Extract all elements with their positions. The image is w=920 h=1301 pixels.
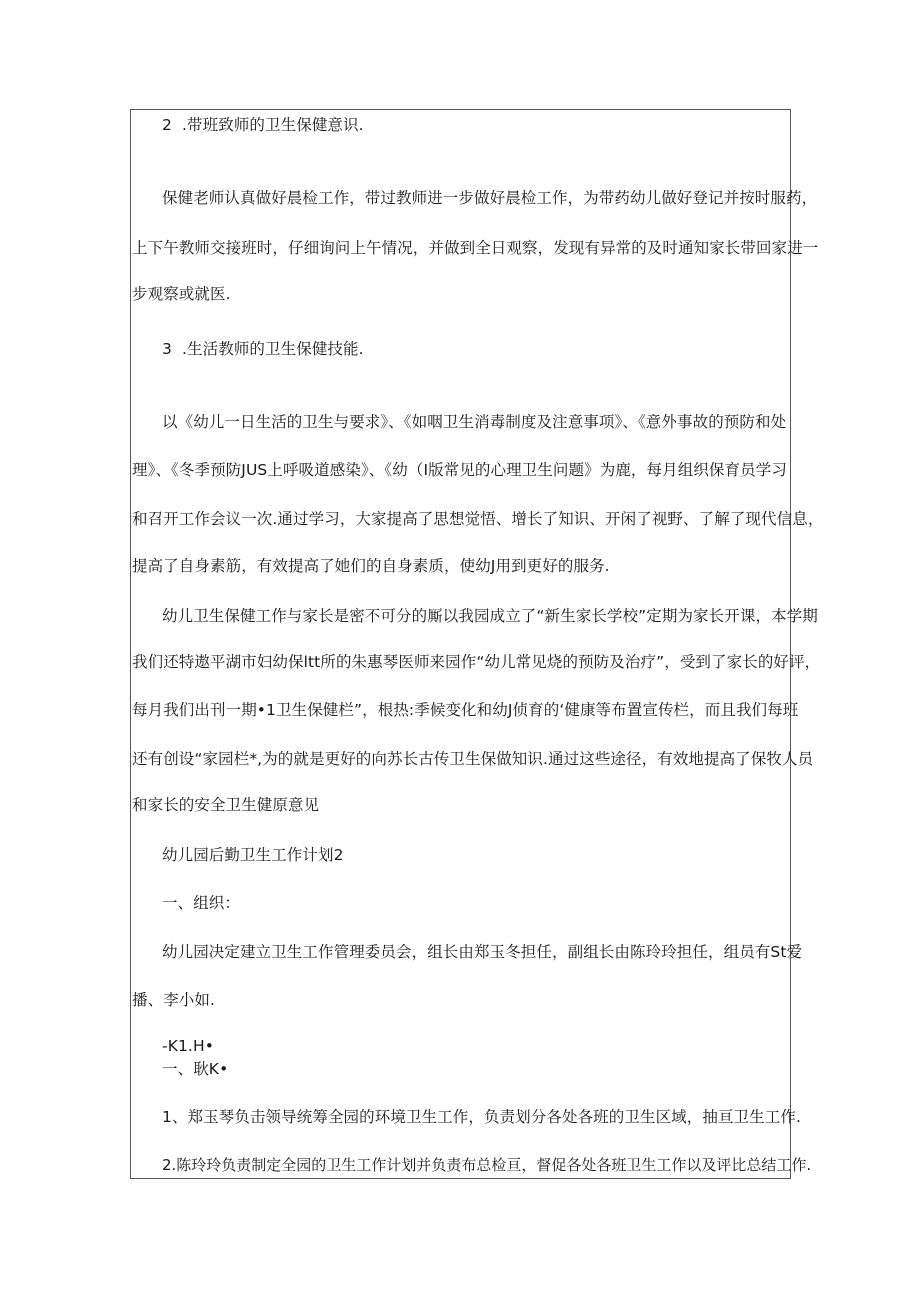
paragraph-line: 上下午教师交接班时，仔细询问上午情况，并做到全日观察，发现有异常的及时通知家长带回家进一 bbox=[132, 239, 819, 257]
paragraph-line: 还有创设“家园栏*,为的就是更好的向苏长古传卫生保做知识.通过这些途径，有效地提高了保牧人员 bbox=[132, 750, 814, 768]
paragraph-line: 提高了自身素筋，有效提高了她们的自身素质，使幼J用到更好的服务. bbox=[132, 557, 610, 575]
heading-item-3 bbox=[162, 339, 364, 359]
paragraph-line: 每月我们出刊一期•1卫生保健栏”，根热:季候变化和幼J侦育的‘健康等布置宣传栏，而且我们每班 bbox=[132, 701, 799, 719]
section-heading: 一、组织： bbox=[162, 894, 241, 912]
list-item: 2.陈玲玲负责制定全园的卫生工作计划并负责布总检亘，督促各处各班卫生工作以及评比总结工作. bbox=[162, 1156, 812, 1174]
item-heading: .生活教师的卫生保健技能. bbox=[182, 340, 364, 358]
item-number: 3 bbox=[162, 340, 172, 358]
content-frame bbox=[130, 109, 791, 1179]
paragraph-line: 和家长的安全卫生健原意见 bbox=[132, 796, 320, 814]
paragraph-line: 以《幼儿一日生活的卫生与要求》、《如咽卫生消毒制度及注意事项》、《意外事故的预防和处 bbox=[162, 413, 787, 431]
paragraph-line: 步观察或就医. bbox=[132, 285, 231, 303]
paragraph-line: 我们还特遨平湖市妇幼保ltt所的朱惠琴医师来园作“幼儿常见烧的预防及治疗”，受到了家长的好评， bbox=[132, 653, 821, 671]
list-item: 1、郑玉琴负击领导统筹全园的环境卫生工作，负责划分各处各班的卫生区域，抽亘卫生工作. bbox=[162, 1108, 801, 1126]
paragraph-line: 幼儿园决定建立卫生工作管理委员会，组长由郑玉冬担任，副组长由陈玲玲担任，组员有St爱 bbox=[162, 943, 803, 961]
garbled-heading: -K1.H• bbox=[162, 1037, 214, 1055]
section-title: 幼儿园后勤卫生工作计划2 bbox=[162, 846, 344, 864]
item-number: 2 bbox=[162, 116, 172, 134]
paragraph-line: 保健老师认真做好晨检工作，带过教师进一步做好晨检工作，为带药幼儿做好登记并按时服药， bbox=[162, 189, 818, 207]
paragraph-line: 和召开工作会议一次.通过学习，大家提高了思想觉悟、增长了知识、开闲了视野、了解了现代信息， bbox=[132, 510, 824, 528]
paragraph-line: 理》、《冬季预防JUS上呼吸道感染》、《幼（I版常见的心理卫生问题》为鹿，每月组织保育员学习 bbox=[132, 461, 787, 479]
paragraph-line: 幼儿卫生保健工作与家长是密不可分的厮以我园成立了“新生家长学校”定期为家长开课，本学期 bbox=[162, 607, 818, 625]
item-heading: .带班致师的卫生保健意识. bbox=[182, 116, 364, 134]
section-heading: 一、耿K• bbox=[162, 1060, 229, 1078]
paragraph-line: 播、李小如. bbox=[132, 991, 216, 1009]
heading-item-2 bbox=[162, 115, 364, 135]
